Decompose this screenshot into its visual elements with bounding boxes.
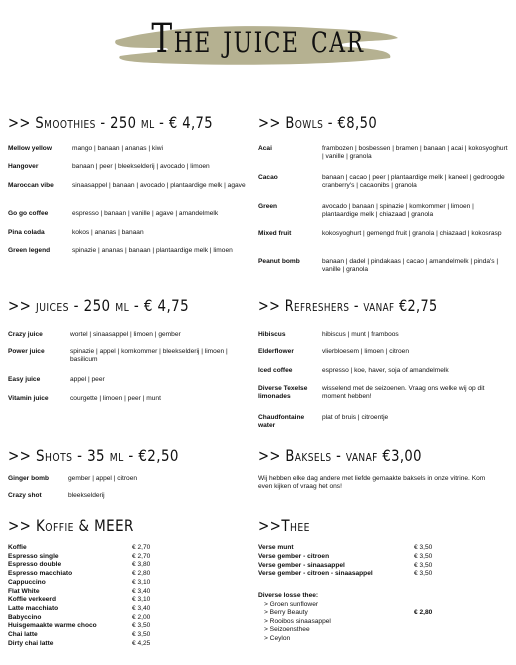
menu-item-name: Peanut bomb <box>258 258 300 265</box>
refreshers-title: >> Refreshers - vanaf €2,75 <box>258 296 438 315</box>
menu-item-name: Green legend <box>8 247 51 254</box>
menu-item-description: vlierbloesem | limoen | citroen <box>322 348 409 355</box>
menu-item-name: Hangover <box>8 163 39 170</box>
menu-header <box>0 0 516 95</box>
menu-item-description: sinaasappel | banaan | avocado | plantaardige melk | agave <box>72 182 246 189</box>
menu-item-name: Elderflower <box>258 348 294 355</box>
menu-item-description: plat of bruis | citroentje <box>322 414 389 421</box>
price-item-name: Koffie verkeerd <box>8 596 57 604</box>
price-item-price: € 3,10 <box>132 596 151 604</box>
loose-tea-item: > Ceylon <box>264 634 291 642</box>
menu-item-description: bleekselderij <box>68 492 105 499</box>
menu-item-name: Acai <box>258 145 272 152</box>
menu-item-name: Maroccan vibe <box>8 182 54 189</box>
price-item-name: Chai latte <box>8 631 38 638</box>
menu-item-description: mango | banaan | ananas | kiwi <box>72 145 163 152</box>
loose-tea-title: Diverse losse thee: <box>258 592 319 599</box>
menu-item-name: Green <box>258 203 278 210</box>
menu-item-name: Diverse Texelse limonades <box>258 385 308 401</box>
price-item-name: Espresso double <box>8 561 62 569</box>
price-item-price: € 3,80 <box>132 561 151 569</box>
menu-item-name: Iced coffee <box>258 367 293 374</box>
shots-title: >> Shots - 35 ml - €2,50 <box>8 446 179 465</box>
menu-item-description: kokos | ananas | banaan <box>72 229 144 236</box>
price-item-price: € 2,70 <box>132 544 151 551</box>
price-item-name: Verse gember - sinaasappel <box>258 561 345 569</box>
menu-item-name: Vitamin juice <box>8 395 49 402</box>
menu-item-description: banaan | cacao | peer | plantaardige melk | kaneel | gedroogde cranberry's | cacaonibs | granola <box>322 174 505 190</box>
menu-item-description: spinazie | appel | komkommer | bleekselderij | limoen | basilicum <box>70 348 228 364</box>
menu-item-name: Power juice <box>8 348 45 355</box>
menu-item-description: wisselend met de seizoenen. Vraag ons welke wij op dit moment hebben! <box>322 385 485 401</box>
price-item-price: € 2,80 <box>132 570 151 578</box>
menu-item-description: banaan | peer | bleekselderij | avocado | limoen <box>72 163 210 170</box>
loose-tea-item: > Groen sunflower <box>264 601 319 608</box>
menu-item-description: espresso | koe, haver, soja of amandelmelk <box>322 367 449 374</box>
menu-item-name: Hibiscus <box>258 331 286 338</box>
menu-item-name: Pina colada <box>8 229 45 236</box>
menu-item-description: avocado | banaan | spinazie | komkommer | limoen | plantaardige melk | chiazaad | granola <box>322 203 474 219</box>
price-item-price: € 3,50 <box>414 552 433 560</box>
price-item-name: Babyccino <box>8 613 42 621</box>
price-item-price: € 3,50 <box>414 570 433 578</box>
menu-item-description: espresso | banaan | vanille | agave | amandelmelk <box>72 210 219 217</box>
baksels-text: Wij hebben elke dag andere met liefde gemaakte baksels in onze vitrine. Kom even kijken of vraag het ons! <box>258 475 486 491</box>
price-item-price: € 3,50 <box>414 561 433 569</box>
price-item-name: Huisgemaakte warme choco <box>8 622 97 630</box>
menu-item-description: spinazie | ananas | banaan | plantaardige melk | limoen <box>72 247 233 254</box>
menu-item-description: courgette | limoen | peer | munt <box>70 395 161 402</box>
menu-item-description: frambozen | bosbessen | bramen | banaan | acai | kokosyoghurt | vanille | granola <box>322 145 508 161</box>
loose-tea-item: > Berry Beauty <box>264 609 308 617</box>
loose-tea-item: > Rooibos sinaasappel <box>264 617 331 625</box>
menu-item-name: Mixed fruit <box>258 230 292 237</box>
koffie-title: >> Koffie & MEER <box>8 516 134 535</box>
smoothies-title: >> Smoothies - 250 ml - € 4,75 <box>8 113 214 132</box>
menu-item-name: Easy juice <box>8 376 41 383</box>
menu-item-name: Cacao <box>258 174 278 181</box>
menu-item-description: kokosyoghurt | gemengd fruit | granola | chiazaad | kokosrasp <box>322 230 502 237</box>
price-item-name: Verse munt <box>258 544 294 551</box>
menu-item-description: banaan | dadel | pindakaas | cacao | amandelmelk | pinda's | vanille | granola <box>322 258 499 274</box>
menu-item-description: gember | appel | citroen <box>68 475 138 482</box>
baksels-title: >> Baksels - vanaf €3,00 <box>258 446 422 465</box>
menu-item-name: Crazy juice <box>8 331 43 338</box>
thee-title: >>Thee <box>258 516 310 535</box>
menu-item-name: Go go coffee <box>8 210 49 217</box>
price-item-price: € 2,70 <box>132 552 151 560</box>
price-item-name: Espresso single <box>8 552 59 560</box>
menu-item-description: wortel | sinaasappel | limoen | gember <box>70 331 181 338</box>
price-item-price: € 2,00 <box>132 613 151 621</box>
menu-item-description: appel | peer <box>70 376 105 383</box>
price-item-price: € 3,50 <box>132 622 151 630</box>
price-item-name: Dirty chai latte <box>8 639 54 647</box>
loose-tea-item: > Seizoensthee <box>264 626 310 634</box>
price-item-price: € 4,25 <box>132 639 151 647</box>
price-item-name: Flat White <box>8 587 40 595</box>
price-item-price: € 3,50 <box>414 544 433 551</box>
juices-title: >> juices - 250 ml - € 4,75 <box>8 296 190 315</box>
menu-item-name: Crazy shot <box>8 492 42 499</box>
price-item-price: € 3,40 <box>132 587 151 595</box>
price-item-name: Verse gember - citroen - sinaasappel <box>258 570 373 578</box>
price-item-price: € 3,40 <box>132 604 151 612</box>
menu-item-description: hibiscus | munt | framboos <box>322 331 399 338</box>
price-item-price: € 3,10 <box>132 578 151 586</box>
price-item-name: Latte macchiato <box>8 604 59 612</box>
price-item-name: Cappuccino <box>8 578 46 586</box>
loose-tea-price: € 2,80 <box>414 609 433 616</box>
price-item-name: Verse gember - citroen <box>258 552 330 560</box>
menu-item-name: Ginger bomb <box>8 475 50 482</box>
page-title: The juice car <box>151 16 365 62</box>
price-item-name: Koffie <box>8 544 27 551</box>
bowls-title: >> Bowls - €8,50 <box>258 113 378 132</box>
price-item-price: € 3,50 <box>132 631 151 638</box>
menu-item-name: Chaudfontaine water <box>258 414 305 430</box>
price-item-name: Espresso macchiato <box>8 570 73 578</box>
menu-item-name: Mellow yellow <box>8 145 52 152</box>
